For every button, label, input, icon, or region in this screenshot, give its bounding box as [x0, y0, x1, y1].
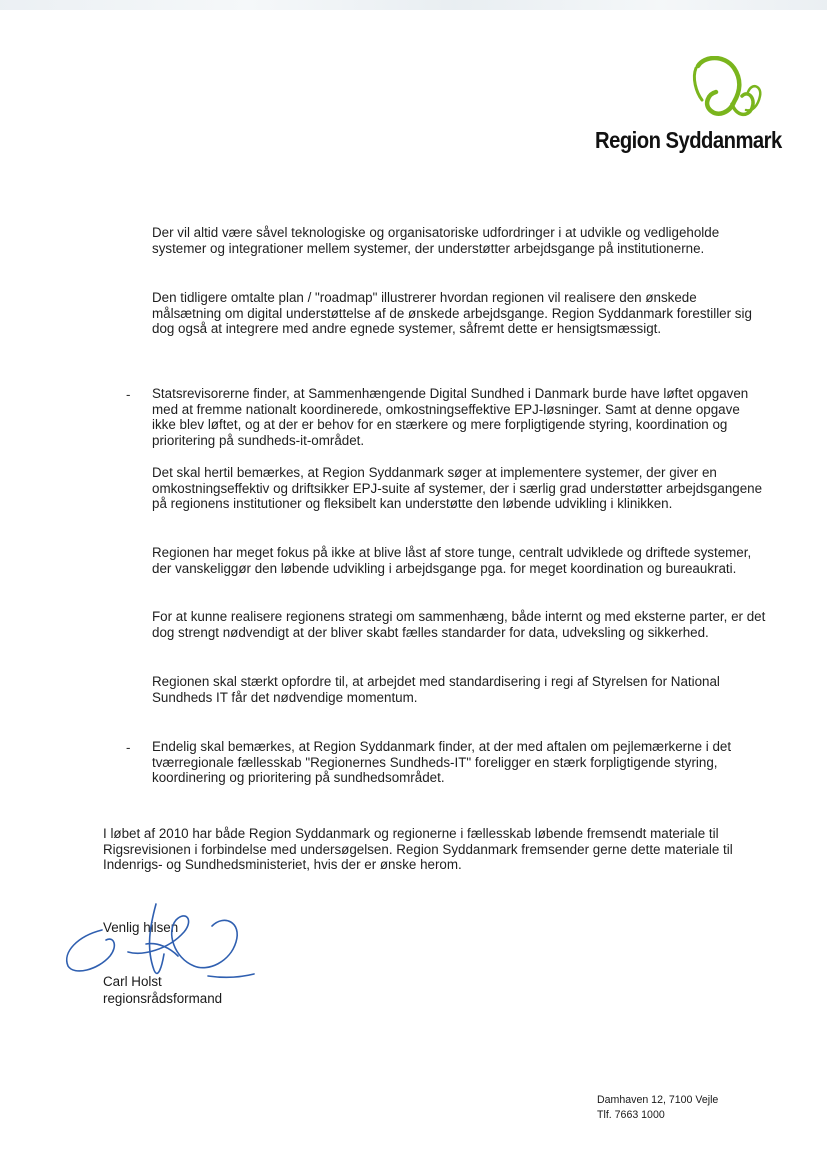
paragraph-challenges: Der vil altid være såvel teknologiske og organisatoriske udfordringer i at udvikle og vedligeholde systemer og integrationer mellem systemer, der understøtter arbejdsgange på institutionerne. — [152, 225, 720, 256]
region-logo — [592, 56, 784, 156]
signatory-title: regionsrådsformand — [103, 991, 223, 1006]
paragraph-statsrevisorerne: Statsrevisorerne finder, at Sammenhængende Digital Sundhed i Danmark burde have løftet opgaven med at fremme nationalt koordinerede, omkostningseffektive EPJ-løsninger. Samt at denne opgave ikke blev løftet, og at der er behov for en stærkere og mere forpligtigende styring, koordination og prioritering på sundheds-it-området. — [152, 386, 749, 448]
paragraph-fokus: Regionen har meget fokus på ikke at blive låst af store tunge, centralt udviklede og driftede systemer, der vanskeliggør den løbende udvikling i arbejdsgange pga. for meget koordination og bureaukrati. — [152, 545, 752, 576]
bullet-marker-2: - — [126, 740, 131, 755]
footer-contact — [597, 1093, 718, 1123]
region-logo-wordmark: Region Syddanmark — [595, 127, 782, 153]
handwritten-signature — [58, 896, 258, 986]
paragraph-roadmap: Den tidligere omtalte plan / "roadmap" illustrerer hvordan regionen vil realisere den ønskede målsætning om digital understøttelse af de ønskede arbejdsgange. Region Syddanmark forestiller sig dog også at integrere med andre egnede systemer, såfremt dette er hensigtsmæssigt. — [152, 290, 752, 337]
paragraph-standarder: For at kunne realisere regionens strategi om sammenhæng, både internt og med eksterne parter, er det dog strengt nødvendigt at der bliver skabt fælles standarder for data, udveksling og sikkerhed. — [152, 609, 766, 640]
closing-greeting: Venlig hilsen — [103, 920, 179, 935]
footer-address: Damhaven 12, 7100 Vejle — [597, 1094, 719, 1106]
paragraph-materiale: I løbet af 2010 har både Region Syddanmark og regionerne i fællesskab løbende fremsendt materiale til Rigsrevisionen i forbindelse med undersøgelsen. Region Syddanmark fremsender gerne dette materiale til Indenrigs- og Sundhedsministeriet, hvis der er ønske herom. — [103, 826, 733, 873]
signatory-name: Carl Holst — [103, 974, 162, 989]
bullet-marker-1: - — [126, 387, 131, 402]
footer-phone: Tlf. 7663 1000 — [597, 1109, 665, 1121]
paragraph-momentum: Regionen skal stærkt opfordre til, at arbejdet med standardisering i regi af Styrelsen for National Sundheds IT får det nødvendige momentum. — [152, 674, 720, 705]
paragraph-pejlemaerker: Endelig skal bemærkes, at Region Syddanmark finder, at der med aftalen om pejlemærkerne i det tværregionale fællesskab "Regionernes Sundheds-IT" foreligger en stærk forpligtigende styring, koordinering og prioritering på sundhedsområdet. — [152, 739, 732, 786]
region-logo-icon — [690, 56, 765, 122]
scan-edge — [0, 0, 827, 10]
paragraph-epj-suite: Det skal hertil bemærkes, at Region Syddanmark søger at implementere systemer, der giver en omkostningseffektiv og driftsikker EPJ-suite af systemer, der i særlig grad understøtter arbejdsgangene på regionens institutioner og fleksibelt kan understøtte den løbende udvikling i klinikken. — [152, 465, 763, 512]
